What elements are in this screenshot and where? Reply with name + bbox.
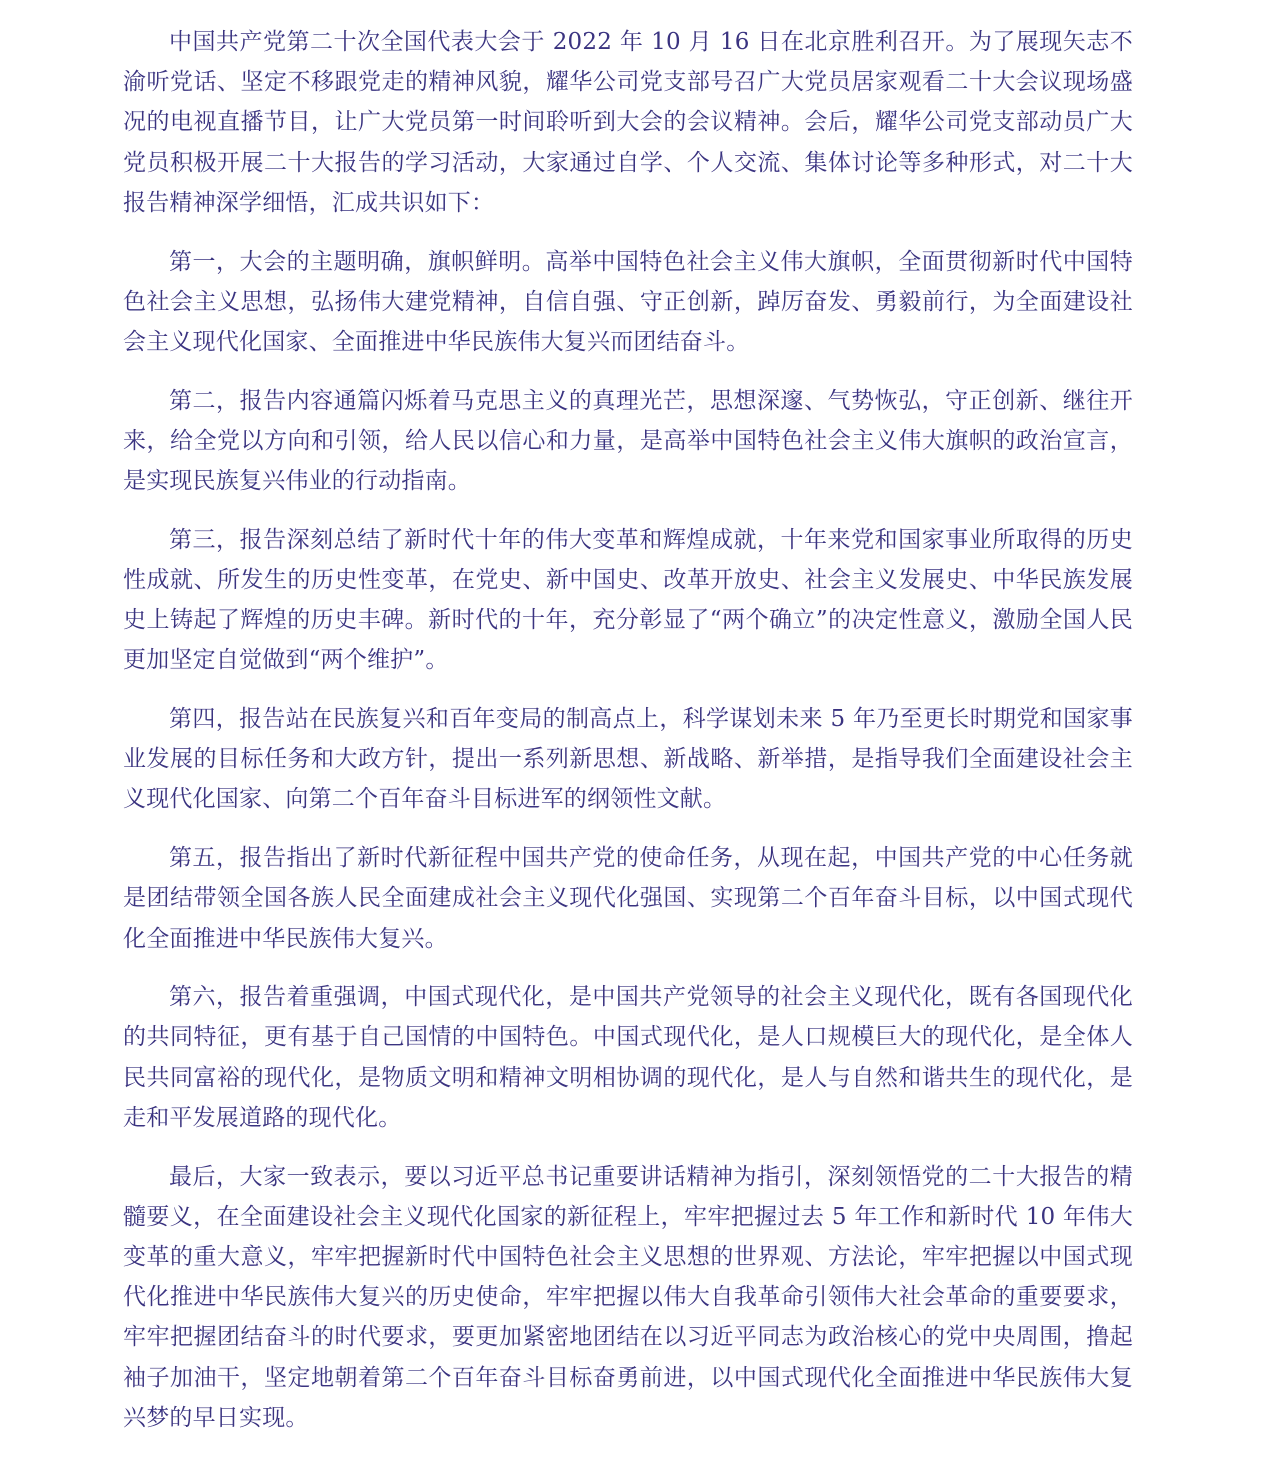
paragraph-conclusion: 最后，大家一致表示，要以习近平总书记重要讲话精神为指引，深刻领悟党的二十大报告的精髓要义，在全面建设社会主义现代化国家的新征程上，牢牢把握过去 5 年工作和新时代 10 年伟大变革的重大意义，牢牢把握新时代中国特色社会主义思想的世界观、方法论，牢牢把握以中国式现代化推进中华民族伟大复兴的历史使命，牢牢把握以伟大自我革命引领伟大社会革命的重要要求，牢牢把握团结奋斗的时代要求，要更加紧密地团结在以习近平同志为政治核心的党中央周围，撸起袖子加油干，坚定地朝着第二个百年奋斗目标奋勇前进，以中国式现代化全面推进中华民族伟大复兴梦的早日实现。	[123, 1163, 1133, 1431]
paragraph-point-6: 第六，报告着重强调，中国式现代化，是中国共产党领导的社会主义现代化，既有各国现代化的共同特征，更有基于自己国情的中国特色。中国式现代化，是人口规模巨大的现代化，是全体人民共同富裕的现代化，是物质文明和精神文明相协调的现代化，是人与自然和谐共生的现代化，是走和平发展道路的现代化。	[123, 984, 1133, 1131]
paragraph-point-5: 第五，报告指出了新时代新征程中国共产党的使命任务，从现在起，中国共产党的中心任务就是团结带领全国各族人民全面建成社会主义现代化强国、实现第二个百年奋斗目标，以中国式现代化全面推进中华民族伟大复兴。	[123, 845, 1133, 952]
document-body	[123, 22, 1133, 1457]
paragraph-point-3: 第三，报告深刻总结了新时代十年的伟大变革和辉煌成就，十年来党和国家事业所取得的历史性成就、所发生的历史性变革，在党史、新中国史、改革开放史、社会主义发展史、中华民族发展史上铸起了辉煌的历史丰碑。新时代的十年，充分彰显了“两个确立”的决定性意义，激励全国人民更加坚定自觉做到“两个维护”。	[123, 526, 1133, 674]
paragraph-point-1: 第一，大会的主题明确，旗帜鲜明。高举中国特色社会主义伟大旗帜，全面贯彻新时代中国特色社会主义思想，弘扬伟大建党精神，自信自强、守正创新，踔厉奋发、勇毅前行，为全面建设社会主义现代化国家、全面推进中华民族伟大复兴而团结奋斗。	[123, 248, 1133, 355]
paragraph-point-4: 第四，报告站在民族复兴和百年变局的制高点上，科学谋划未来 5 年乃至更长时期党和国家事业发展的目标任务和大政方针，提出一系列新思想、新战略、新举措，是指导我们全面建设社会主义现代化国家、向第二个百年奋斗目标进军的纲领性文献。	[123, 706, 1133, 813]
paragraph-point-2: 第二，报告内容通篇闪烁着马克思主义的真理光芒，思想深邃、气势恢弘，守正创新、继往开来，给全党以方向和引领，给人民以信心和力量，是高举中国特色社会主义伟大旗帜的政治宣言，是实现民族复兴伟业的行动指南。	[123, 387, 1133, 495]
paragraph-intro: 中国共产党第二十次全国代表大会于 2022 年 10 月 16 日在北京胜利召开。为了展现矢志不渝听党话、坚定不移跟党走的精神风貌，耀华公司党支部号召广大党员居家观看二十大会议现场盛况的电视直播节目，让广大党员第一时间聆听到大会的会议精神。会后，耀华公司党支部动员广大党员积极开展二十大报告的学习活动，大家通过自学、个人交流、集体讨论等多种形式，对二十大报告精神深学细悟，汇成共识如下：	[123, 29, 1133, 216]
